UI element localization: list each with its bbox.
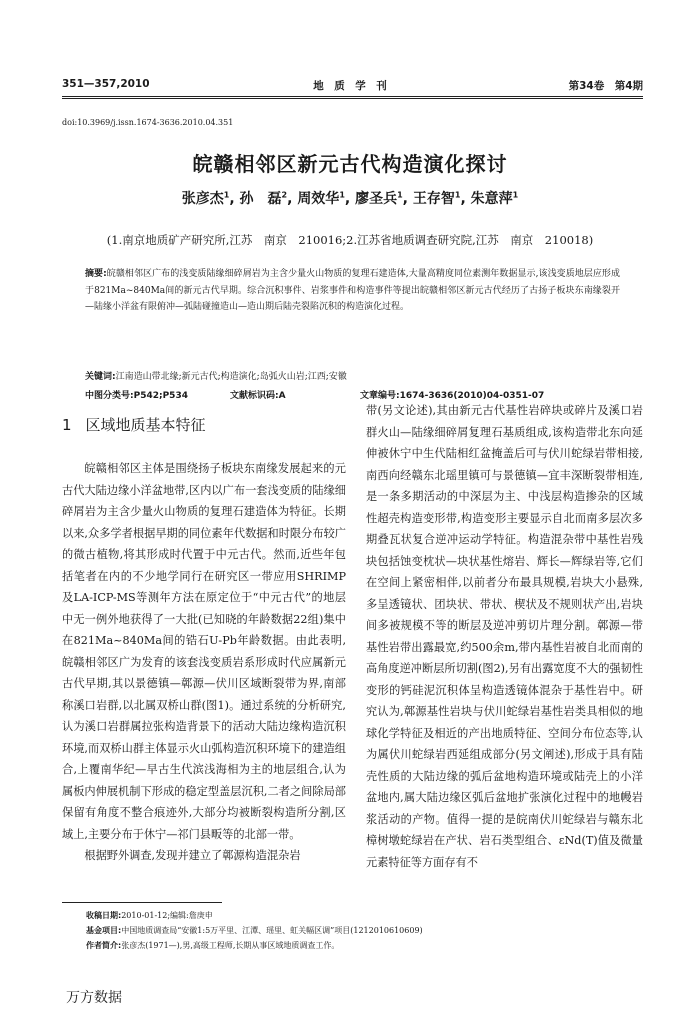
page-range-year: 351—357,2010 bbox=[62, 78, 150, 90]
volume-issue: 第34卷 第4期 bbox=[568, 80, 643, 92]
keywords-label: 关键词: bbox=[85, 372, 116, 382]
author: 孙 磊$^2$ bbox=[239, 190, 288, 207]
author: 周效华$^1$ bbox=[297, 190, 345, 207]
author: 朱意萍$^1$ bbox=[470, 190, 519, 207]
paragraph: 带(另文论述),其由新元古代基性岩碎块或碎片及溪口岩群火山—陆缘细碎屑复理石基质组成,该构造带北东向延伸被休宁中生代陆相红盆掩盖后可与伏川蛇绿岩带相接,南西向经赣东北瑶里镇可与景德镇—宜丰深断裂带相连,是一条多期活动的中深层为主、中浅层构造掺杂的区域性超壳构造变形带,构造变形主要显示自北而南多层次多期叠瓦状复合逆冲运动学特征。构造混杂带中基性岩残块包括蚀变枕状—块状基性熔岩、辉长—辉绿岩等,它们在空间上紧密相伴,以前者分布最具规模,岩块大小悬殊,多呈透镜状、团块状、带状、楔状及不规则状产出,岩块间多被规模不等的断层及逆冲剪切片理分割。鄣源—带基性岩带出露最宽,约500余m,带内基性岩被自北而南的高角度逆冲断层所切割(图2),另有出露宽度不大的强韧性变形的钙硅泥沉积体呈构造透镜体混杂于基性岩中。研究认为,鄣源基性岩块与伏川蛇绿岩基性岩类具相似的地球化学特征及相近的产出地质特征、空间分布位态等,认为属伏川蛇绿岩西延组成部分(另文阐述),形成于具有陆壳性质的大陆边缘的弧后盆地构造环境或陆壳上的小洋盆地内,属大陆边缘区弧后盆地扩张演化过程中的地幔岩浆活动的产物。值得一提的是皖南伏川蛇绿岩与赣东北樟树墩蛇绿岩在产状、岩石类型组合、εNd(T)值及微量元素特征等方面存有不 bbox=[366, 404, 643, 869]
header-rule bbox=[62, 96, 643, 97]
section-heading bbox=[62, 414, 206, 435]
author: 张彦杰$^1$ bbox=[181, 190, 230, 207]
watermark: 万方数据 bbox=[66, 990, 122, 1006]
abstract-text: 皖赣相邻区广布的浅变质陆缘细碎屑岩为主含少量火山物质的复理石建造体,大量高精度同位素测年数据显示,该浅变质地层应形成于821Ma~840Ma间的新元古代早期。综合沉积事件、岩浆事件和构造事件等提出皖赣相邻区新元古代经历了古扬子板块东南缘裂开—陆缘小洋盆有限俯冲—弧陆碰撞造山—造山期后陆壳裂陷沉积的构造演化过程。 bbox=[85, 269, 620, 313]
author: 王存智$^1$ bbox=[412, 190, 461, 207]
doi: doi:10.3969/j.issn.1674-3636.2010.04.351 bbox=[62, 118, 234, 127]
clc-number: 中图分类号:P542;P534 bbox=[85, 391, 188, 401]
footnote-received: 收稿日期:2010-01-12;编辑:詹庚申 bbox=[86, 911, 213, 920]
author-list: 张彦杰$^1$, 孙 磊$^2$, 周效华$^1$, 廖圣兵$^1$, 王存智$^1$, 朱意萍$^1$ bbox=[181, 190, 519, 207]
paragraph: 皖赣相邻区主体是围绕扬子板块东南缘发展起来的元古代大陆边缘小洋盆地带,区内以广布一套浅变质的陆缘细碎屑岩为主含少量火山物质的复理石建造体为特征。长期以来,众多学者根据早期的同位素年代数据和时限分布较广的微古植物,将其形成时代置于中元古代。然而,近些年包括笔者在内的不少地学同行在研究区一带应用SHRIMP及LA-ICP-MS等测年方法在原定位于“中元古代”的地层中无一例外地获得了一大批(已知晓的年龄数据22组)集中在821Ma~840Ma间的锆石U-Pb年龄数据。由此表明,皖赣相邻区广为发育的该套浅变质岩系形成时代应属新元古代早期,其以景德镇—鄣源—伏川区域断裂带为界,南部称溪口岩群,以北属双桥山群(图1)。通过系统的分析研究,认为溪口岩群属拉张构造背景下的活动大陆边缘构造沉积环境,而双桥山群主体显示火山弧构造沉积环境下的建造组合,上覆南华纪—早古生代滨浅海相为主的地层组合,认为属板内伸展机制下形成的稳定型盖层沉积,二者之间除局部保留有角度不整合痕迹外,大部分均被断裂构造所分割,区域上,主要分布于休宁—祁门县畈等的北部一带。 bbox=[62, 462, 346, 841]
document-code: 文献标识码:A bbox=[230, 391, 286, 401]
abstract-label: 摘要: bbox=[85, 269, 107, 279]
journal-name: 地 质 学 刊 bbox=[313, 80, 387, 92]
section-number: 1 bbox=[62, 416, 72, 434]
section-title: 区域地质基本特征 bbox=[85, 416, 206, 434]
author: 廖圣兵$^1$ bbox=[355, 190, 403, 207]
abstract bbox=[85, 266, 620, 316]
keywords bbox=[85, 369, 620, 386]
header-rule-thin bbox=[62, 98, 643, 99]
paragraph: 根据野外调查,发现并建立了鄣源构造混杂岩 bbox=[84, 849, 301, 862]
footnotes bbox=[86, 908, 626, 953]
right-column bbox=[366, 400, 643, 873]
footnote-rule bbox=[62, 902, 222, 903]
left-column bbox=[62, 458, 346, 867]
keywords-text: 江南造山带北缘;新元古代;构造演化;岛弧火山岩;江西;安徽 bbox=[115, 372, 347, 382]
footnote-author-bio: 作者简介:张彦杰(1971—),男,高级工程师,长期从事区域地质调查工作。 bbox=[86, 941, 340, 950]
paper-title: 皖赣相邻区新元古代构造演化探讨 bbox=[192, 152, 508, 176]
article-number: 文章编号:1674-3636(2010)04-0351-07 bbox=[360, 391, 545, 401]
footnote-funding: 基金项目:中国地质调查局“安徽1:5万平里、江潭、瑶里、虹关幅区调”项目(1212010610609) bbox=[86, 926, 423, 935]
affiliations: (1.南京地质矿产研究所,江苏 南京 210016;2.江苏省地质调查研究院,江苏 南京 210018) bbox=[106, 233, 594, 247]
